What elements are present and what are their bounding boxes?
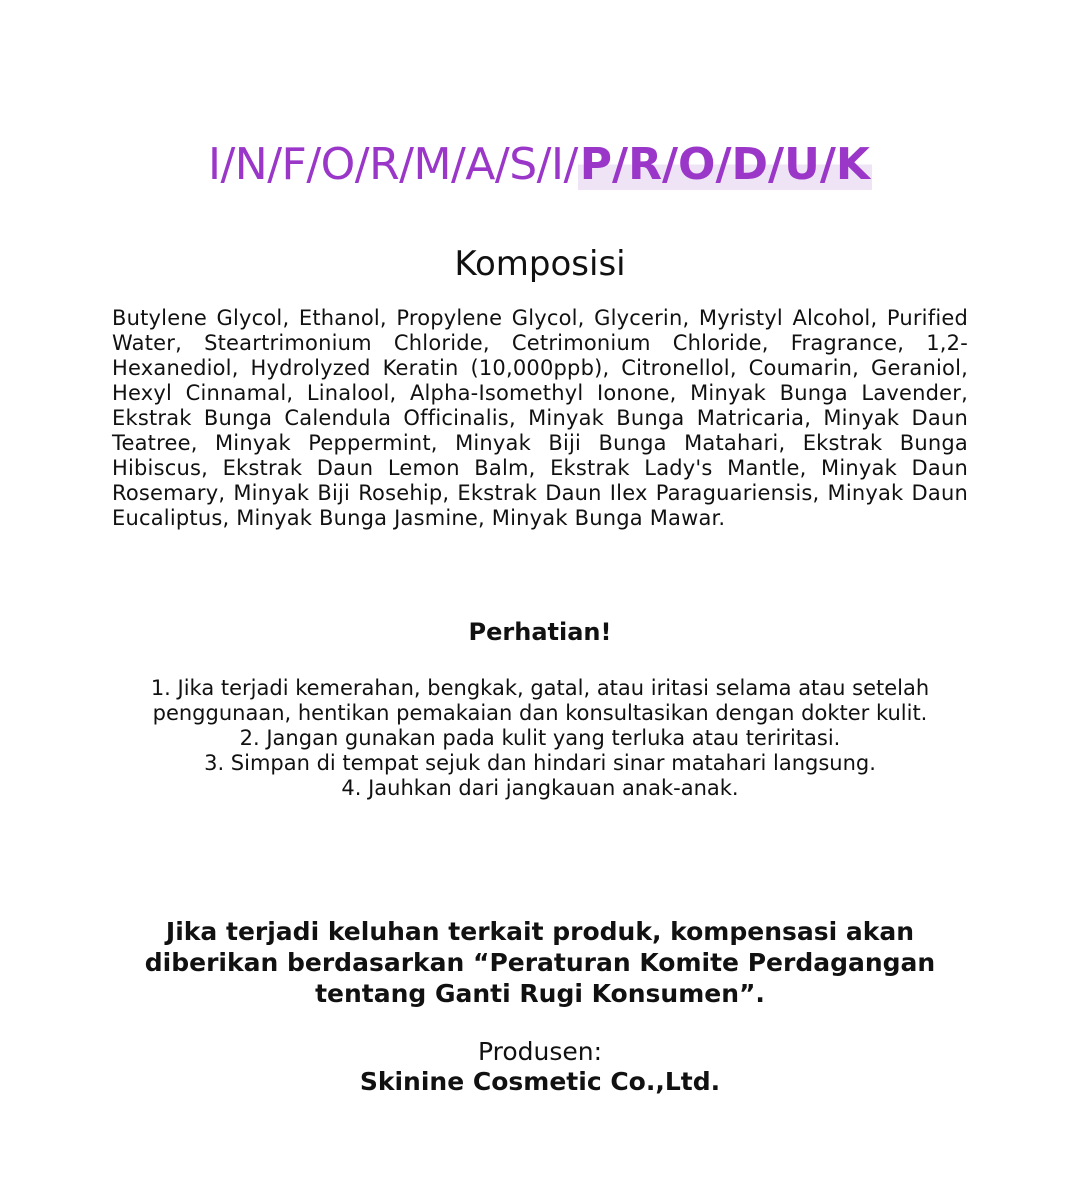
warning-item: 2. Jangan gunakan pada kulit yang terluka atau teriritasi. <box>239 726 841 750</box>
composition-text: Butylene Glycol, Ethanol, Propylene Glycol, Glycerin, Myristyl Alcohol, Purified Water, Steartrimonium Chloride, Cetrimonium Chloride, Fragrance, 1,2-Hexanediol, Hydrolyzed Keratin (10,000ppb), Citronellol, Coumarin, Geraniol, Hexyl Cinnamal, Linalool, Alpha-Isomethyl Ionone, Minyak Bunga Lavender, Ekstrak Bunga Calendula Officinalis, Minyak Bunga Matricaria, Minyak Daun Teatree, Minyak Peppermint, Minyak Biji Bunga Matahari, Ekstrak Bunga Hibiscus, Ekstrak Daun Lemon Balm, Ekstrak Lady's Mantle, Minyak Daun Rosemary, Minyak Biji Rosehip, Ekstrak Daun Ilex Paraguariensis, Minyak Daun Eucaliptus, Minyak Bunga Jasmine, Minyak Bunga Mawar. <box>112 306 968 530</box>
producer-label: Produsen: <box>477 1037 603 1066</box>
page-title-light: I/N/F/O/R/M/A/S/I/ <box>207 139 578 190</box>
warning-item: 4. Jauhkan dari jangkauan anak-anak. <box>341 776 739 800</box>
warning-item: 1. Jika terjadi kemerahan, bengkak, gatal, atau iritasi selama atau setelah penggunaan, hentikan pemakaian dan konsultasikan dengan dokter kulit. <box>150 676 930 725</box>
producer-name: Skinine Cosmetic Co.,Ltd. <box>359 1067 721 1096</box>
page-title-bold: P/R/O/D/U/K <box>579 139 871 190</box>
warning-list <box>120 676 960 801</box>
page-title <box>0 138 1080 192</box>
complaint-notice: Jika terjadi keluhan terkait produk, kompensasi akan diberikan berdasarkan “Peraturan Komite Perdagangan tentang Ganti Rugi Konsumen”. <box>144 917 936 1008</box>
warning-title: Perhatian! <box>468 618 612 646</box>
warning-item: 3. Simpan di tempat sejuk dan hindari sinar matahari langsung. <box>204 751 876 775</box>
composition-title: Komposisi <box>454 244 626 284</box>
